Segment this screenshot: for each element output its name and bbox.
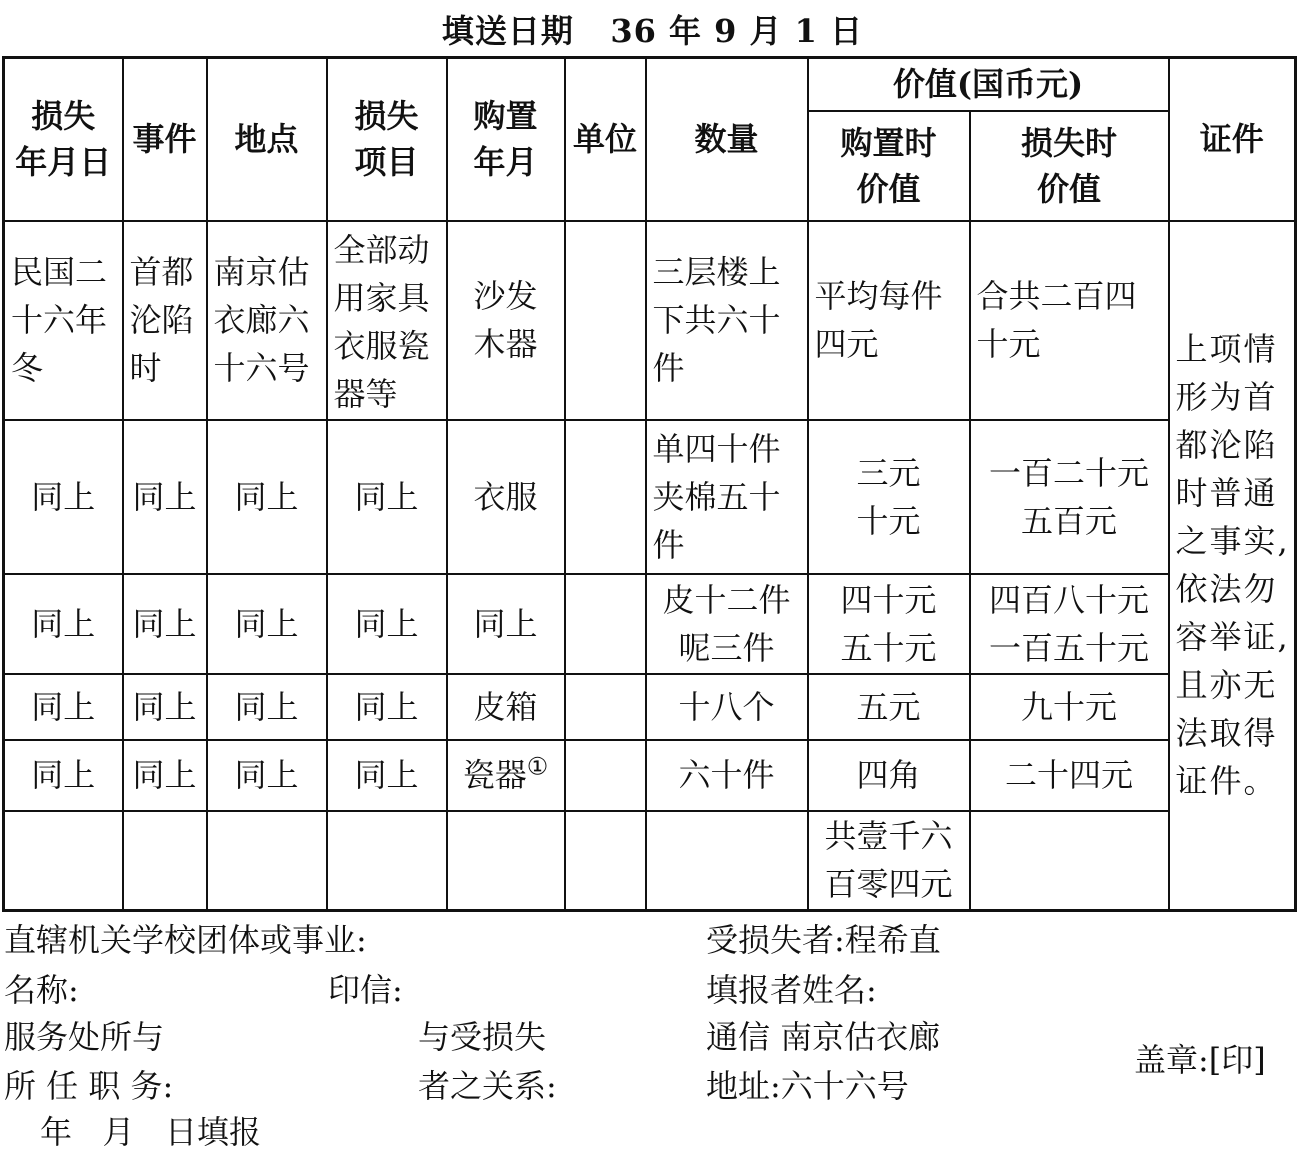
cell-item: 全部动 用家具 衣服瓷 器等 — [327, 221, 447, 420]
cell-value-loss: 四百八十元 一百五十元 — [970, 574, 1169, 674]
header-value-purchase: 购置时 价值 — [808, 111, 970, 221]
loss-report-table — [2, 56, 1297, 912]
cell-purchase: 皮箱 — [447, 674, 565, 740]
relation-label-2: 者之关系: — [418, 1067, 557, 1105]
cell-date: 同上 — [4, 740, 123, 811]
cell-event: 同上 — [123, 674, 207, 740]
cell-unit — [565, 420, 646, 574]
cell-value-purchase: 四十元 五十元 — [808, 574, 970, 674]
table-row — [4, 420, 1296, 574]
cell-value-loss: 一百二十元 五百元 — [970, 420, 1169, 574]
header-value-loss: 损失时 价值 — [970, 111, 1169, 221]
cell-place: 南京估 衣廊六 十六号 — [207, 221, 327, 420]
cell-date: 同上 — [4, 574, 123, 674]
cell-unit — [565, 574, 646, 674]
header-purchase-date: 购置 年月 — [447, 58, 565, 221]
header-quantity: 数量 — [646, 58, 808, 221]
header-place: 地点 — [207, 58, 327, 221]
footnote-marker: ① — [526, 752, 549, 781]
cell-purchase: 同上 — [447, 574, 565, 674]
cell-value-purchase: 三元 十元 — [808, 420, 970, 574]
cell-purchase: 衣服 — [447, 420, 565, 574]
table-row — [4, 221, 1296, 420]
cell-quantity: 三层楼上 下共六十 件 — [646, 221, 808, 420]
cell-value-purchase: 五元 — [808, 674, 970, 740]
cell-item: 同上 — [327, 574, 447, 674]
cell-event: 首都 沦陷 时 — [123, 221, 207, 420]
cell-item: 同上 — [327, 420, 447, 574]
org-line: 直辖机关学校团体或事业: — [4, 921, 367, 959]
table-row — [4, 574, 1296, 674]
cell-empty — [327, 811, 447, 911]
header-unit: 单位 — [565, 58, 646, 221]
header-evidence: 证件 — [1169, 58, 1296, 221]
cell-total: 共壹千六 百零四元 — [808, 811, 970, 911]
cell-unit — [565, 740, 646, 811]
header-loss-item: 损失 项目 — [327, 58, 447, 221]
stamp-label: 盖章:[印] — [1134, 1041, 1266, 1079]
cell-event: 同上 — [123, 740, 207, 811]
header-value-group: 价值(国币元) — [808, 58, 1169, 111]
relation-label-1: 与受损失 — [418, 1018, 547, 1056]
date-filled: 年 月 日填报 — [40, 1113, 262, 1151]
cell-value-loss: 合共二百四 十元 — [970, 221, 1169, 420]
total-row — [4, 811, 1296, 911]
victim-name: 受损失者:程希直 — [706, 921, 941, 959]
header-event: 事件 — [123, 58, 207, 221]
cell-place: 同上 — [207, 420, 327, 574]
cell-empty — [565, 811, 646, 911]
cell-quantity: 皮十二件 呢三件 — [646, 574, 808, 674]
cell-purchase: 沙发 木器 — [447, 221, 565, 420]
service-label-1: 服务处所与 — [4, 1018, 165, 1056]
table-row — [4, 674, 1296, 740]
cell-empty — [646, 811, 808, 911]
cell-purchase — [447, 740, 565, 811]
cell-value-loss: 二十四元 — [970, 740, 1169, 811]
reporter-name-label: 填报者姓名: — [706, 971, 877, 1009]
cell-item: 同上 — [327, 740, 447, 811]
service-label-2: 所 任 职 务: — [4, 1067, 174, 1105]
cell-quantity: 六十件 — [646, 740, 808, 811]
seal-field-label: 印信: — [328, 971, 403, 1009]
cell-date: 民国二 十六年 冬 — [4, 221, 123, 420]
cell-unit — [565, 221, 646, 420]
cell-place: 同上 — [207, 740, 327, 811]
org-name-label: 名称: — [4, 971, 79, 1009]
cell-empty — [447, 811, 565, 911]
cell-value-purchase: 平均每件 四元 — [808, 221, 970, 420]
cell-empty — [207, 811, 327, 911]
cell-event: 同上 — [123, 420, 207, 574]
address-line-1: 通信 南京估衣廊 — [706, 1018, 941, 1056]
cell-place: 同上 — [207, 574, 327, 674]
table-row — [4, 740, 1296, 811]
cell-item: 同上 — [327, 674, 447, 740]
cell-empty — [4, 811, 123, 911]
form-date-line: 填送日期 36 年 9 月 1 日 — [441, 12, 864, 50]
address-line-2: 地址:六十六号 — [706, 1067, 909, 1105]
cell-date: 同上 — [4, 420, 123, 574]
header-loss-date: 损失 年月日 — [4, 58, 123, 221]
cell-date: 同上 — [4, 674, 123, 740]
cell-event: 同上 — [123, 574, 207, 674]
cell-place: 同上 — [207, 674, 327, 740]
cell-purchase-text: 瓷器 — [462, 756, 527, 794]
cell-value-purchase: 四角 — [808, 740, 970, 811]
cell-empty — [970, 811, 1169, 911]
cell-quantity: 单四十件 夹棉五十 件 — [646, 420, 808, 574]
cell-quantity: 十八个 — [646, 674, 808, 740]
cell-value-loss: 九十元 — [970, 674, 1169, 740]
cell-empty — [123, 811, 207, 911]
cell-evidence-remark: 上项情 形为首 都沦陷 时普通 之事实, 依法勿 容举证, 且亦无 法取得 证件。 — [1169, 221, 1296, 911]
cell-unit — [565, 674, 646, 740]
